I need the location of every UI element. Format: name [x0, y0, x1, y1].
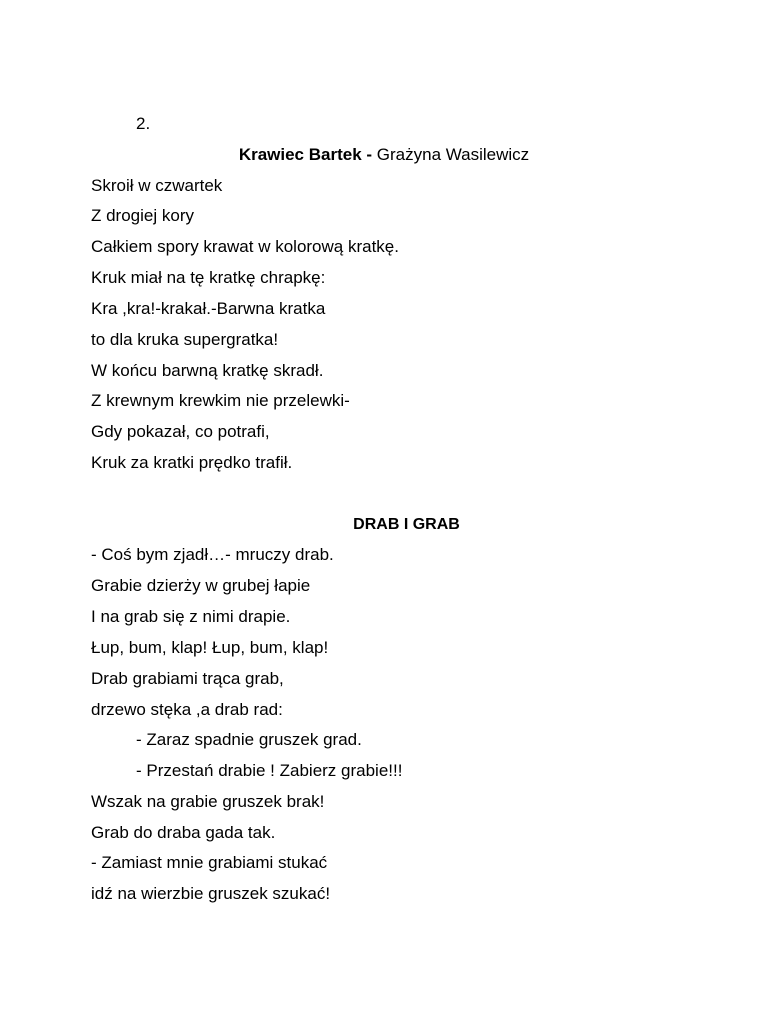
poem1-line: Z drogiej kory — [91, 206, 194, 225]
poem2-line: Grab do draba gada tak. — [91, 823, 276, 842]
poem2-title: DRAB I GRAB — [353, 516, 460, 533]
poem1-title — [0, 145, 768, 165]
poem1-line: to dla kruka supergratka! — [91, 330, 279, 349]
poem2-line: Wszak na grabie gruszek brak! — [91, 792, 325, 811]
poem2-line: I na grab się z nimi drapie. — [91, 607, 291, 626]
poem2-line: Łup, bum, klap! Łup, bum, klap! — [91, 638, 329, 657]
poem1-line: Kruk miał na tę kratkę chrapkę: — [91, 268, 326, 287]
poem1-line: Całkiem spory krawat w kolorową kratkę. — [91, 237, 399, 256]
poem1-line: Kra ,kra!-krakał.-Barwna kratka — [91, 299, 326, 318]
poem1-line: Z krewnym krewkim nie przelewki- — [91, 391, 350, 410]
poem2-line: drzewo stęka ,a drab rad: — [91, 700, 283, 719]
poem2-line: - Zamiast mnie grabiami stukać — [91, 853, 328, 872]
poem2-line: - Coś bym zjadł…- mruczy drab. — [91, 545, 334, 564]
page-number: 2. — [136, 114, 151, 133]
poem2-line: Drab grabiami trąca grab, — [91, 669, 284, 688]
poem2-line: idź na wierzbie gruszek szukać! — [91, 884, 331, 903]
poem1-author: Grażyna Wasilewicz — [372, 145, 530, 164]
poem2-line: - Zaraz spadnie gruszek grad. — [136, 730, 362, 749]
poem2-line: Grabie dzierży w grubej łapie — [91, 576, 311, 595]
poem1-line: W końcu barwną kratkę skradł. — [91, 361, 324, 380]
poem1-title-bold: Krawiec Bartek - — [238, 145, 373, 164]
poem2-line: - Przestań drabie ! Zabierz grabie!!! — [136, 761, 403, 780]
poem1-line: Gdy pokazał, co potrafi, — [91, 422, 270, 441]
poem1-line: Kruk za kratki prędko trafił. — [91, 453, 293, 472]
poem1-line: Skroił w czwartek — [91, 176, 223, 195]
